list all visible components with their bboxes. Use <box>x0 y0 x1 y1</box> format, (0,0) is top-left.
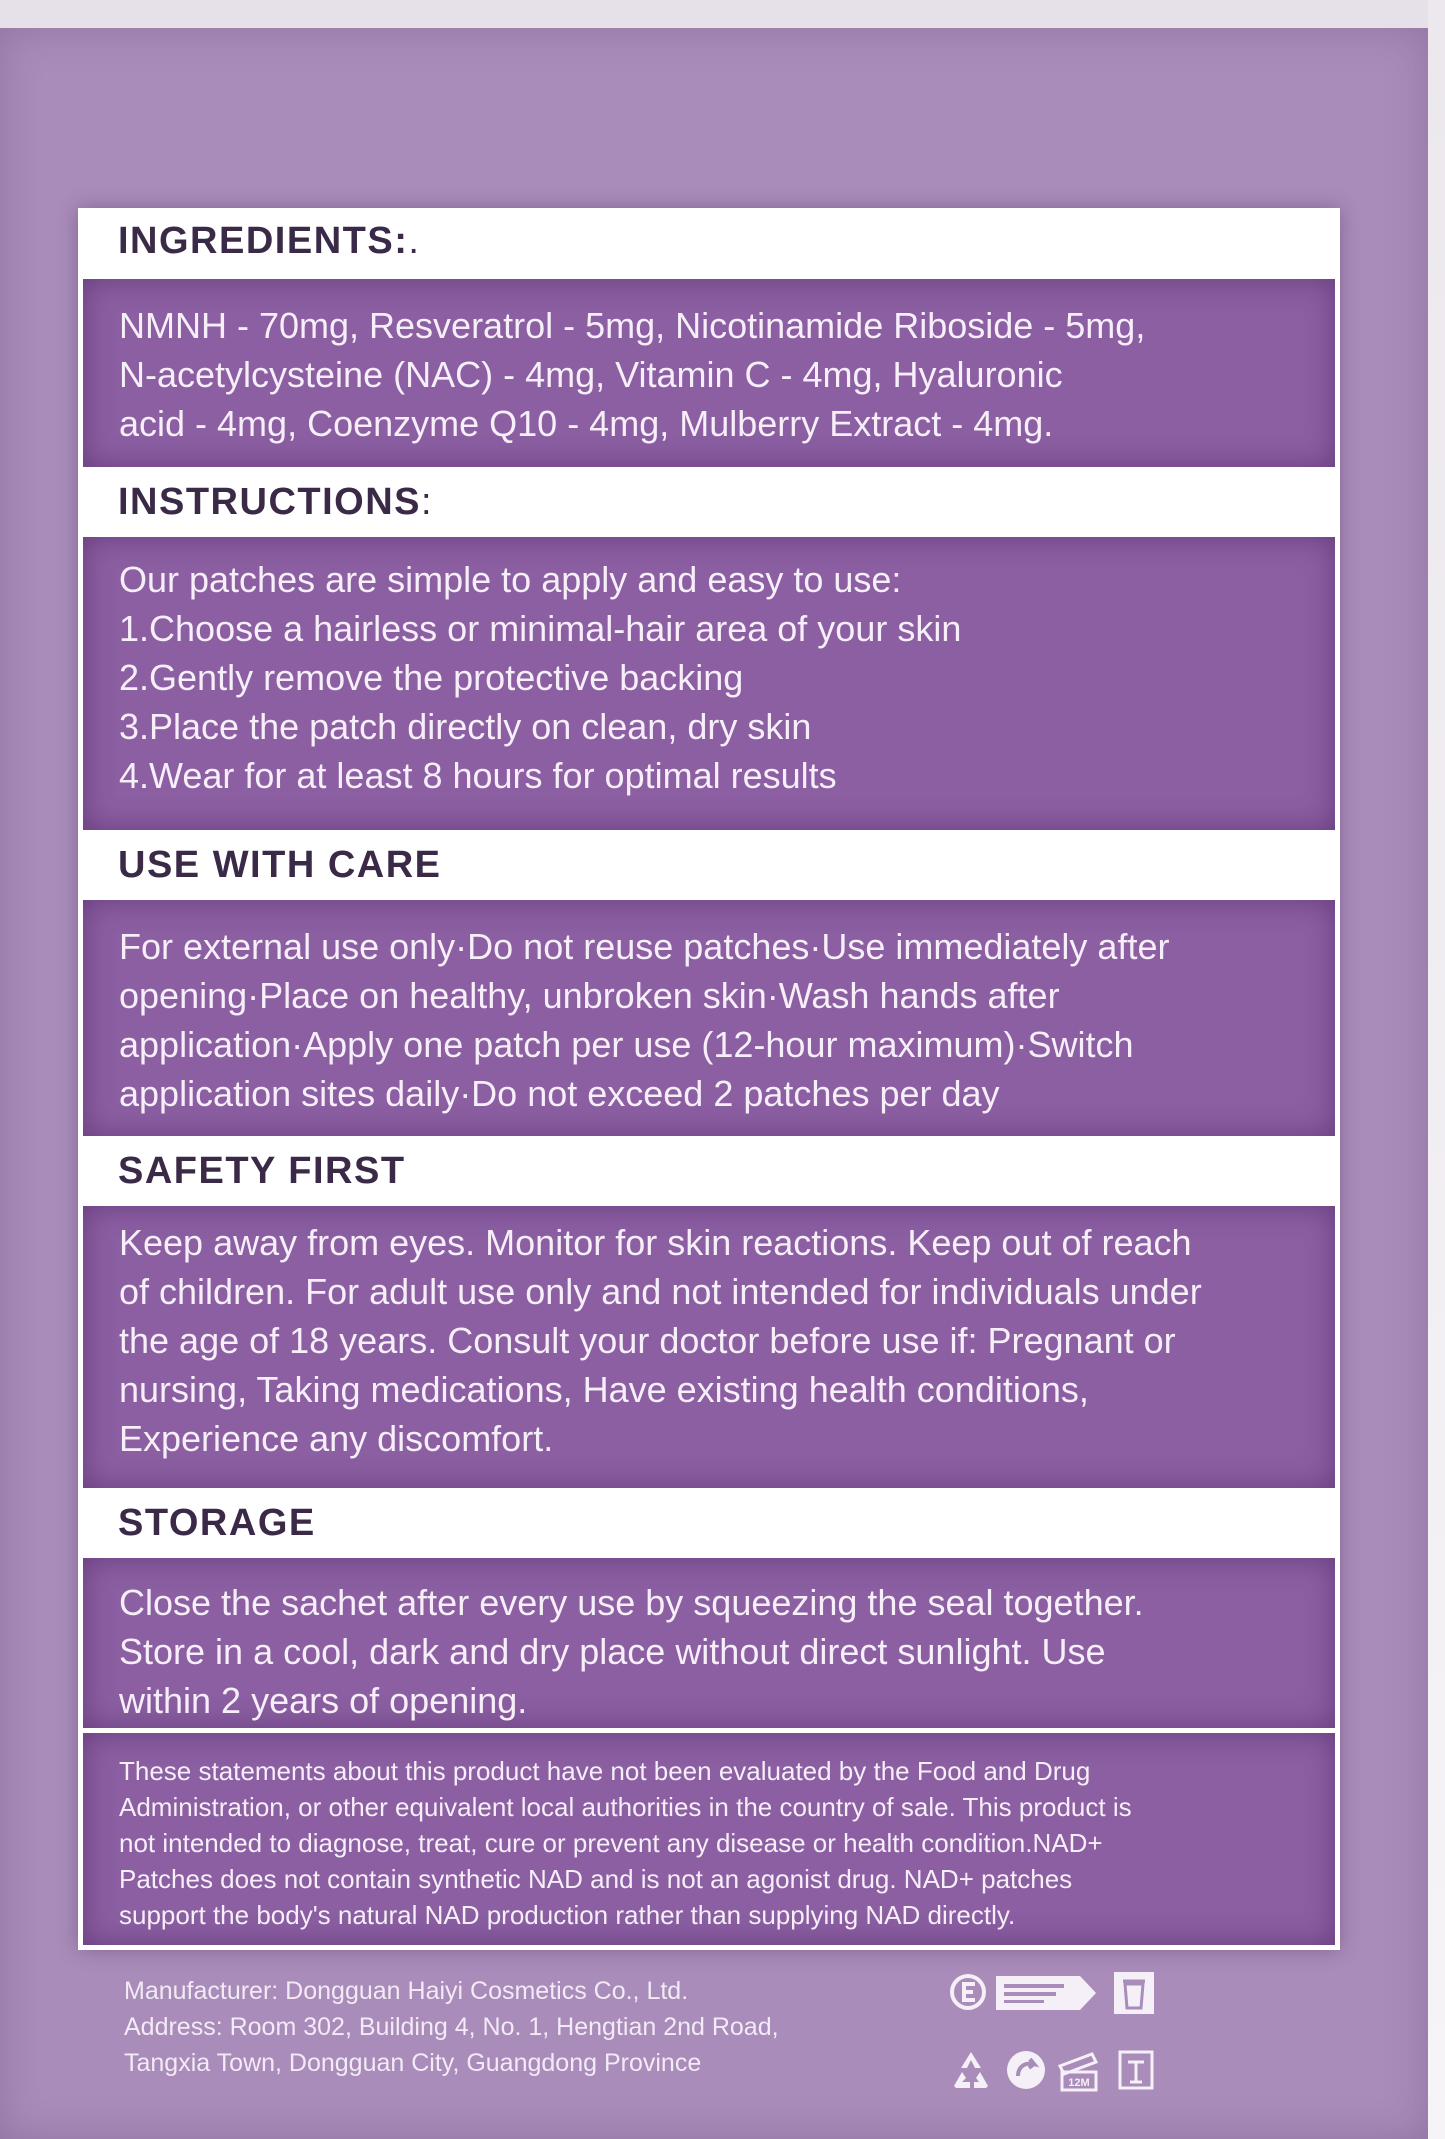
use-with-care-body <box>83 900 1335 1136</box>
disclaimer-line: support the body's natural NAD production rather than supplying NAD directly. <box>119 1900 1016 1930</box>
use-with-care-line: opening·Place on healthy, unbroken skin·Wash hands after <box>119 975 1060 1016</box>
safety-first-line: of children. For adult use only and not intended for individuals under <box>119 1271 1202 1312</box>
use-with-care-line: For external use only·Do not reuse patches·Use immediately after <box>119 926 1170 967</box>
safety-first-line: the age of 18 years. Consult your doctor before use if: Pregnant or <box>119 1320 1176 1361</box>
bin-icon <box>1112 1970 1156 2016</box>
manual-icon <box>1116 2048 1156 2092</box>
fda-disclaimer <box>83 1733 1335 1945</box>
manufacturer-info <box>124 1973 924 2081</box>
safety-first-line: Experience any discomfort. <box>119 1418 554 1459</box>
safety-first-heading <box>78 1140 1340 1202</box>
safety-first-heading-text: SAFETY FIRST <box>118 1149 406 1192</box>
storage-heading-text: STORAGE <box>118 1501 316 1544</box>
use-with-care-heading-text: USE WITH CARE <box>118 843 442 886</box>
use-with-care-heading <box>78 834 1340 896</box>
use-with-care-line: application sites daily·Do not exceed 2 patches per day <box>119 1073 1000 1114</box>
ingredients-line: acid - 4mg, Coenzyme Q10 - 4mg, Mulberry Extract - 4mg. <box>119 403 1054 444</box>
ingredients-line: N-acetylcysteine (NAC) - 4mg, Vitamin C - 4mg, Hyaluronic <box>119 354 1063 395</box>
instructions-line: Our patches are simple to apply and easy to use: <box>119 559 902 600</box>
instructions-line: 1.Choose a hairless or minimal-hair area of your skin <box>119 608 962 649</box>
pao-jar-icon <box>1056 2050 1102 2092</box>
storage-line: Store in a cool, dark and dry place without direct sunlight. Use <box>119 1631 1106 1672</box>
disclaimer-line: These statements about this product have not been evaluated by the Food and Drug <box>119 1756 1091 1786</box>
ingredients-heading-punct: . <box>408 220 419 262</box>
recycle-icon <box>948 2048 994 2092</box>
pao-label: 12M <box>1068 2077 1090 2089</box>
address-line: Tangxia Town, Dongguan City, Guangdong Province <box>124 2049 702 2077</box>
arrow-label-icon <box>992 1970 1102 2016</box>
ingredients-line: NMNH - 70mg, Resveratrol - 5mg, Nicotinamide Riboside - 5mg, <box>119 305 1146 346</box>
safety-first-line: Keep away from eyes. Monitor for skin reactions. Keep out of reach <box>119 1222 1192 1263</box>
ingredients-heading-text: INGREDIENTS: <box>118 220 409 262</box>
manufacturer-line: Manufacturer: Dongguan Haiyi Cosmetics Co., Ltd. <box>124 1977 689 2005</box>
use-with-care-line: application·Apply one patch per use (12-hour maximum)·Switch <box>119 1024 1134 1065</box>
safety-first-body <box>83 1206 1335 1488</box>
disclaimer-line: not intended to diagnose, treat, cure or prevent any disease or health condition.NAD+ <box>119 1828 1103 1858</box>
instructions-line: 4.Wear for at least 8 hours for optimal results <box>119 755 837 796</box>
address-line: Address: Room 302, Building 4, No. 1, Hengtian 2nd Road, <box>124 2013 779 2041</box>
safety-first-line: nursing, Taking medications, Have existing health conditions, <box>119 1369 1089 1410</box>
e-mark-icon <box>948 1972 988 2012</box>
storage-line: within 2 years of opening. <box>119 1680 528 1721</box>
info-panel <box>78 208 1340 1950</box>
disclaimer-line: Patches does not contain synthetic NAD and is not an agonist drug. NAD+ patches <box>119 1864 1073 1894</box>
regulatory-symbols <box>948 1970 1168 2100</box>
instructions-heading <box>78 471 1340 533</box>
instructions-heading-text: INSTRUCTIONS <box>118 480 421 523</box>
storage-line: Close the sachet after every use by squeezing the seal together. <box>119 1582 1144 1623</box>
green-dot-icon <box>1004 2048 1048 2092</box>
instructions-line: 2.Gently remove the protective backing <box>119 657 744 698</box>
instructions-body <box>83 537 1335 830</box>
storage-heading <box>78 1492 1340 1554</box>
instructions-line: 3.Place the patch directly on clean, dry skin <box>119 706 812 747</box>
instructions-heading-punct: : <box>421 480 432 523</box>
ingredients-body <box>83 279 1335 467</box>
ingredients-heading <box>78 208 1340 275</box>
disclaimer-line: Administration, or other equivalent local authorities in the country of sale. This product is <box>119 1792 1132 1822</box>
page-edge <box>1428 0 1445 2139</box>
storage-body <box>83 1558 1335 1728</box>
